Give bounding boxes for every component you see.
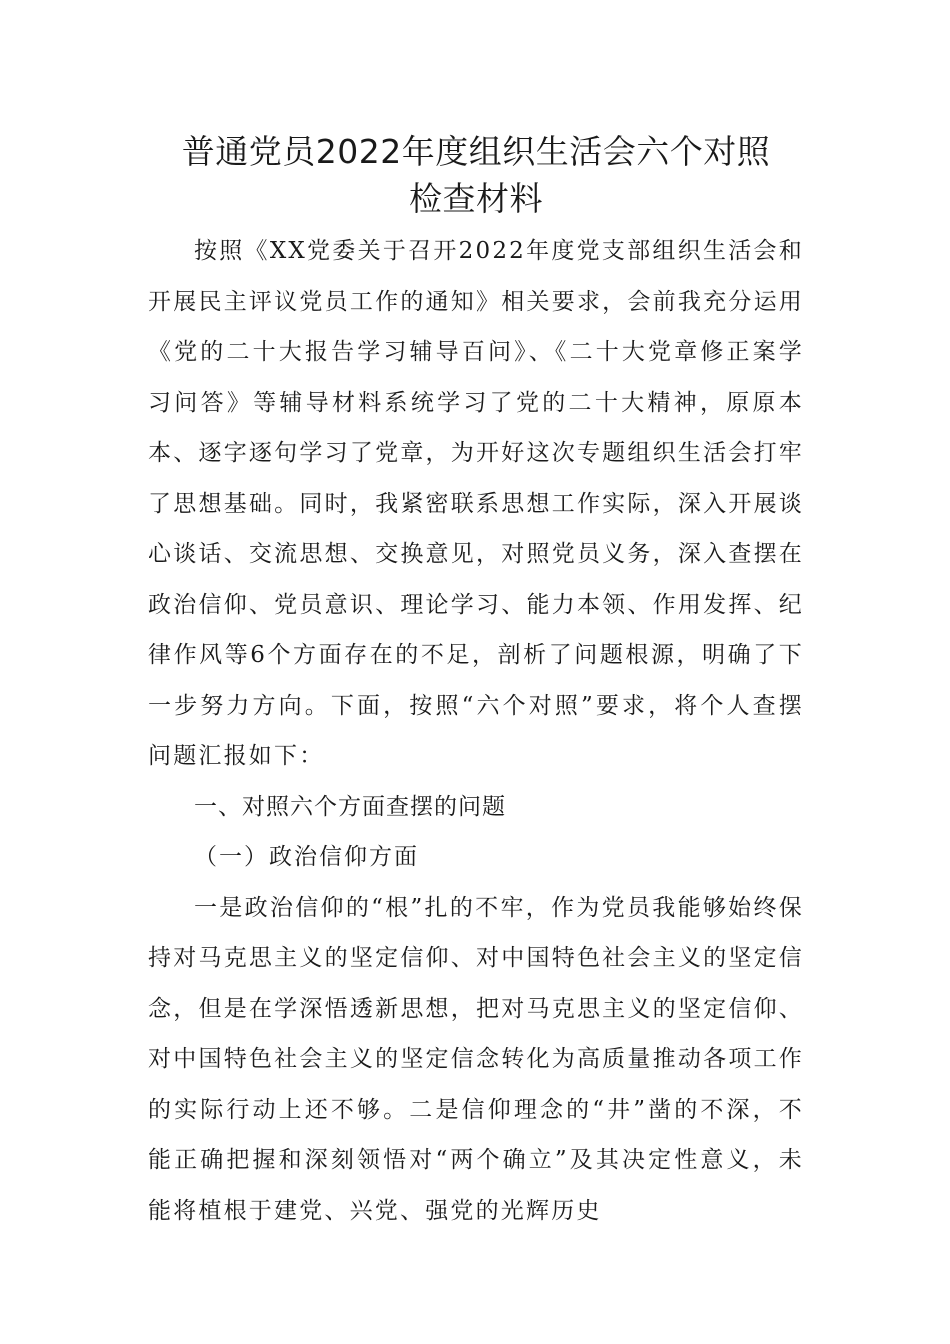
document-title [148, 128, 804, 222]
subsection-1-heading: （一）政治信仰方面 [194, 844, 419, 870]
document-page [148, 128, 804, 1236]
title-line-2: 检查材料 [409, 179, 543, 218]
section-1-heading: 一、对照六个方面查摆的问题 [194, 793, 506, 820]
subsection-1-paragraph: 一是政治信仰的“根”扎的不牢，作为党员我能够始终保持对马克思主义的坚定信仰、对中国特色社会主义的坚定信念，但是在学深悟透新思想，把对马克思主义的坚定信仰、对中国特色社会主义的坚定信念转化为高质量推动各项工作的实际行动上还不够。二是信仰理念的“井”凿的不深，不能正确把握和深刻领悟对“两个确立”及其决定性意义，未能将植根于建党、兴党、强党的光辉历史 [148, 894, 804, 1224]
title-line-1: 普通党员2022年度组织生活会六个对照 [181, 132, 771, 171]
intro-paragraph: 按照《XX党委关于召开2022年度党支部组织生活会和开展民主评议党员工作的通知》相关要求，会前我充分运用《党的二十大报告学习辅导百问》、《二十大党章修正案学习问答》等辅导材料系统学习了党的二十大精神，原原本本、逐字逐句学习了党章，为开好这次专题组织生活会打牢了思想基础。同时，我紧密联系思想工作实际，深入开展谈心谈话、交流思想、交换意见，对照党员义务，深入查摆在政治信仰、党员意识、理论学习、能力本领、作用发挥、纪律作风等6个方面存在的不足，剖析了问题根源，明确了下一步努力方向。下面，按照“六个对照”要求，将个人查摆问题汇报如下： [148, 238, 804, 769]
